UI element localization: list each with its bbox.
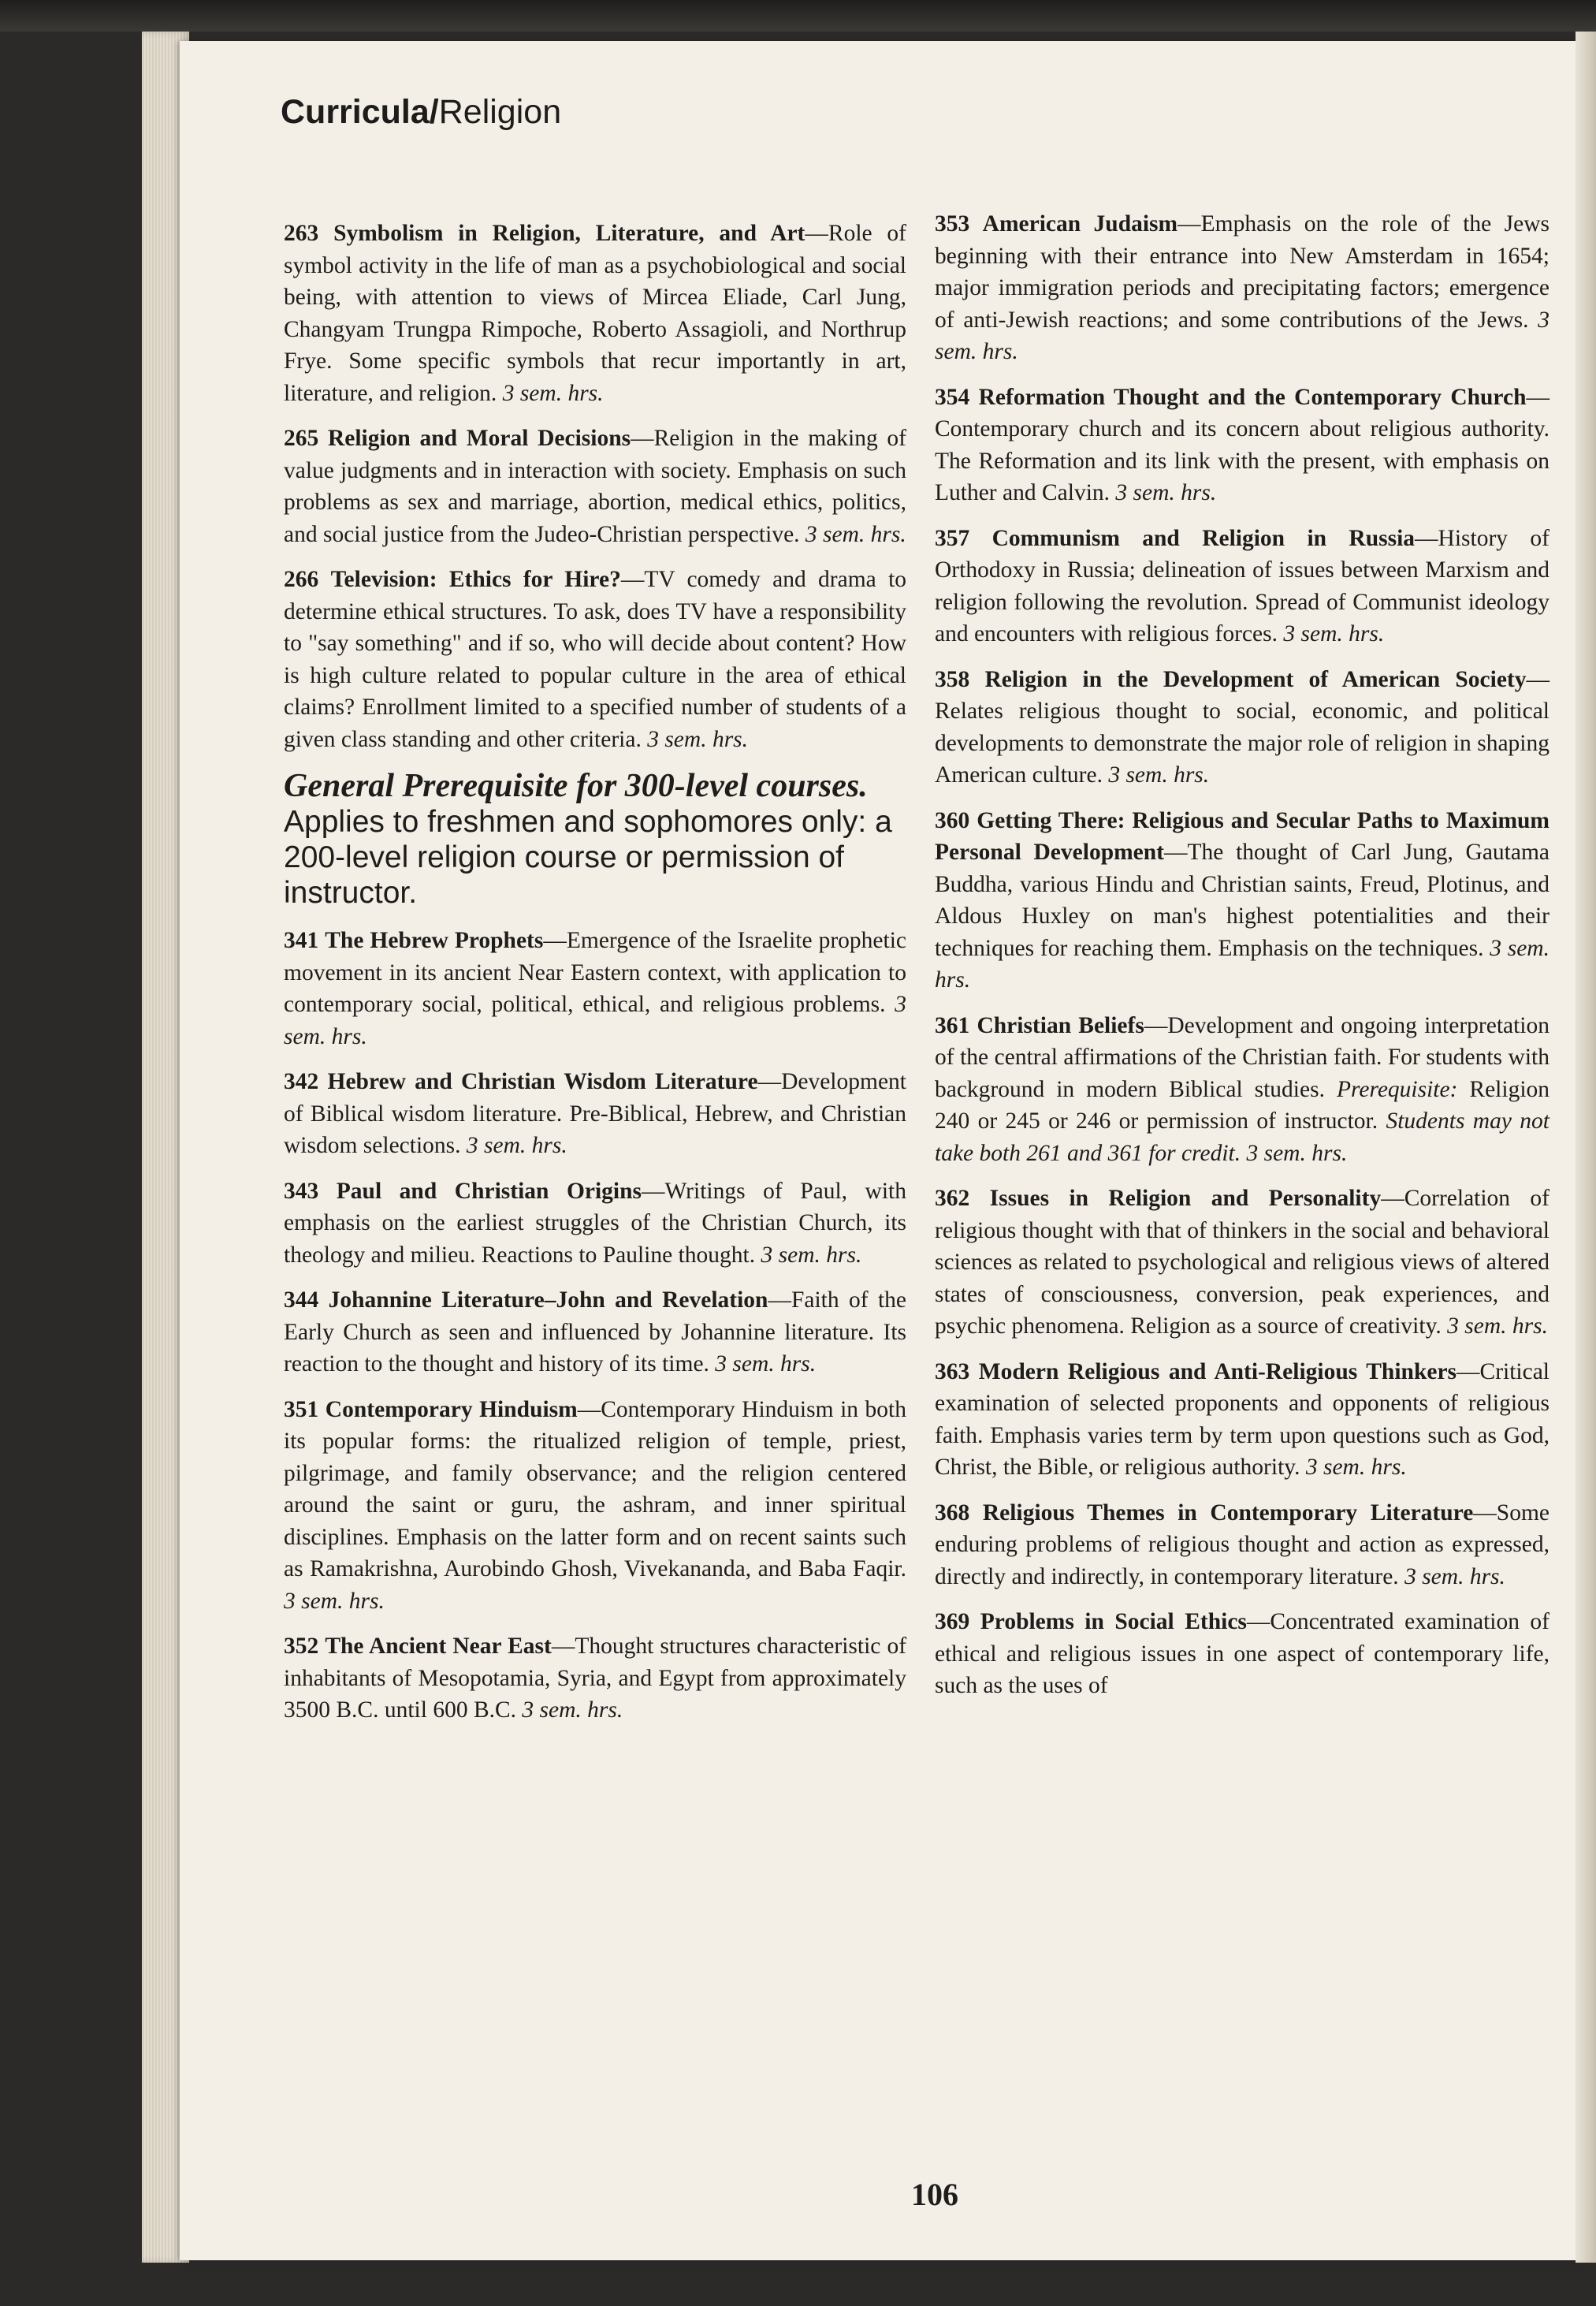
course-entry: 266 Television: Ethics for Hire?—TV comedy and drama to determine ethical structures. To ask, does TV have a responsibility to "say something" and if so, who will decide about content? How is high culture related to popular culture in the area of ethical claims? Enrollment limited to a specified number of students of a given class standing and other criteria. 3 sem. hrs. [284, 567, 907, 752]
course-number: 363 [935, 1358, 970, 1384]
course-description: Contemporary Hinduism in both its popular forms: the ritualized religion of temple, priest, pilgrimage, and family observance; and the religion centered around the saint or guru, the ashram, and inner spiritual disciplines. Emphasis on the latter form and on recent saints such as Ramakrishna, Aurobindo Ghosh, Vivekananda, and Baba Faqir. [284, 1396, 906, 1581]
course-hours: 3 sem. hrs. [715, 1351, 817, 1377]
course-entry: 341 The Hebrew Prophets—Emergence of the Israelite prophetic movement in its ancient Near Eastern context, with application to contemporary social, political, ethical, and religious problems. 3 sem. hrs. [284, 928, 907, 1049]
course-title: Modern Religious and Anti-Religious Thinkers [978, 1358, 1457, 1384]
course-description: Thought structures characteristic of inhabitants of Mesopotamia, Syria, and Egypt from approximately 3500 B.C. until 600 B.C. [284, 1634, 907, 1723]
course-hours: 3 sem. hrs. [647, 726, 749, 752]
course-entry: 361 Christian Beliefs—Development and ongoing interpretation of the central affirmations of the Christian faith. For students with background in modern Biblical studies. Prerequisite: Religion 240 or 245 or 246 or permission of instructor. Students may not take both 261 and 361 for credit. 3 sem. hrs. [935, 1012, 1550, 1166]
course-title: Johannine Literature–John and Revelation [328, 1287, 768, 1313]
course-description: Development of Biblical wisdom literature. Pre-Biblical, Hebrew, and Christian wisdom selections. [284, 1069, 906, 1158]
course-hours: 3 sem. hrs. [1447, 1313, 1548, 1339]
course-number: 368 [935, 1499, 970, 1526]
left-column [284, 218, 906, 1740]
course-entry: 263 Symbolism in Religion, Literature, and Art—Role of symbol activity in the life of man as a psychobiological and social being, with attention to views of Mircea Eliade, Carl Jung, Changyam Trungpa Rimpoche, Roberto Assagioli, and Northrup Frye. Some specific symbols that recur importantly in art, literature, and religion. 3 sem. hrs. [284, 221, 906, 406]
course-list [284, 218, 906, 755]
course-title: Hebrew and Christian Wisdom Literature [327, 1069, 758, 1094]
running-head-subject: Religion [438, 93, 562, 131]
course-title: American Judaism [982, 211, 1178, 237]
course-number: 362 [935, 1186, 970, 1211]
course-hours: 3 sem. hrs. [935, 935, 1549, 993]
course-entry: 362 Issues in Religion and Personality—Correlation of religious thought with that of thinkers in the social and behavioral sciences as related to psychological and religious views of altered states of consciousness, conversion, peak experiences, and psychic phenomena. Religion as a source of creativity. 3 sem. hrs. [935, 1186, 1550, 1339]
course-title: The Hebrew Prophets [325, 928, 544, 953]
prerequisite-label: Prerequisite: [1336, 1076, 1458, 1102]
course-entry: 354 Reformation Thought and the Contemporary Church—Contemporary church and its concern about religious authority. The Reformation and its link with the present, with emphasis on Luther and Calvin. 3 sem. hrs. [935, 384, 1549, 505]
course-description: TV comedy and drama to determine ethical structures. To ask, does TV have a responsibility to "say something" and if so, who will decide about content? How is high culture related to popular culture in the area of ethical claims? Enrollment limited to a specified number of students of a given class standing and other criteria. [284, 567, 907, 752]
course-title: Contemporary Hinduism [325, 1396, 578, 1422]
credit-note: Students may not take both 261 and 361 for credit. [935, 1108, 1549, 1166]
course-number: 351 [284, 1396, 319, 1422]
course-number: 341 [284, 928, 319, 953]
course-hours: 3 sem. hrs. [1305, 1455, 1407, 1480]
course-entry: 357 Communism and Religion in Russia—History of Orthodoxy in Russia; delineation of issues between Marxism and religion following the revolution. Spread of Communist ideology and encounters with religious forces. 3 sem. hrs. [935, 525, 1549, 646]
course-title: Symbolism in Religion, Literature, and Art [333, 221, 805, 246]
course-entry: 353 American Judaism—Emphasis on the role of the Jews beginning with their entrance into New Amsterdam in 1654; major immigration periods and precipitating factors; emergence of anti-Jewish reactions; and some contributions of the Jews. 3 sem. hrs. [935, 211, 1550, 364]
course-number: 360 [935, 807, 970, 833]
course-title: Getting There: Religious and Secular Paths to Maximum Personal Development [935, 807, 1549, 865]
course-title: Reformation Thought and the Contemporary Church [978, 384, 1527, 410]
course-hours: 3 sem. hrs. [284, 1588, 385, 1614]
course-title: Christian Beliefs [977, 1012, 1144, 1038]
course-number: 344 [284, 1287, 319, 1313]
course-entry: 368 Religious Themes in Contemporary Literature—Some enduring problems of religious thought and action as expressed, directly and indirectly, in contemporary literature. 3 sem. hrs. [935, 1499, 1549, 1589]
course-description: Critical examination of selected proponents and opponents of religious faith. Emphasis varies term by term upon questions such as God, Christ, the Bible, or religious authority. [935, 1358, 1549, 1480]
right-column [935, 208, 1549, 1716]
course-title: Paul and Christian Origins [336, 1178, 642, 1204]
course-description: Emergence of the Israelite prophetic movement in its ancient Near Eastern context, with application to contemporary social, political, ethical, and religious problems. [284, 928, 907, 1017]
course-title: Communism and Religion in Russia [991, 525, 1416, 551]
course-entry: 369 Problems in Social Ethics—Concentrated examination of ethical and religious issues in one aspect of contemporary life, such as the uses of [935, 1609, 1550, 1698]
course-description: Writings of Paul, with emphasis on the earliest struggles of the Christian Church, its theology and milieu. Reactions to Pauline thought. [284, 1178, 906, 1268]
course-number: 352 [284, 1634, 319, 1659]
general-prerequisite [284, 769, 906, 911]
course-hours: 3 sem. hrs. [466, 1133, 567, 1158]
running-head [281, 93, 561, 132]
course-hours: 3 sem. hrs. [502, 380, 604, 406]
prerequisite-text: Religion 240 or 245 or 246 or permission of instructor. [935, 1076, 1550, 1134]
course-entry: 363 Modern Religious and Anti-Religious Thinkers—Critical examination of selected proponents and opponents of religious faith. Emphasis varies term by term upon questions such as God, Christ, the Bible, or religious authority. 3 sem. hrs. [935, 1358, 1549, 1480]
course-hours: 3 sem. hrs. [522, 1697, 623, 1723]
course-title: The Ancient Near East [325, 1634, 552, 1659]
general-prerequisite-title: General Prerequisite for 300-level courses. [284, 768, 868, 804]
course-hours: 3 sem. hrs. [1108, 762, 1210, 788]
course-number: 263 [284, 221, 319, 246]
course-description: Role of symbol activity in the life of man as a psychobiological and social being, with attention to views of Mircea Eliade, Carl Jung, Changyam Trungpa Rimpoche, Roberto Assagioli, and Northrup Frye. Some specific symbols that recur importantly in art, literature, and religion. [284, 221, 906, 406]
course-hours: 3 sem. hrs. [761, 1242, 862, 1268]
course-title: Religious Themes in Contemporary Literature [982, 1499, 1474, 1526]
course-list [935, 208, 1549, 997]
page-number: 106 [911, 2177, 958, 2212]
course-description: Contemporary church and its concern about religious authority. The Reformation and its link with the present, with emphasis on Luther and Calvin. [935, 416, 1549, 505]
course-hours: 3 sem. hrs. [1115, 480, 1217, 505]
course-entry: 344 Johannine Literature–John and Revelation—Faith of the Early Church as seen and influenced by Johannine literature. Its reaction to the thought and history of its time. 3 sem. hrs. [284, 1287, 906, 1377]
scan-background [0, 0, 1596, 32]
course-entry: 343 Paul and Christian Origins—Writings of Paul, with emphasis on the earliest struggles of the Christian Church, its theology and milieu. Reactions to Pauline thought. 3 sem. hrs. [284, 1178, 906, 1268]
course-description: The thought of Carl Jung, Gautama Buddha, various Hindu and Christian saints, Freud, Plotinus, and Aldous Huxley on man's highest potentialities and their techniques for reaching them. Emphasis on the techniques. [935, 840, 1550, 961]
course-description: Correlation of religious thought with that of thinkers in the social and behavioral sciences as related to psychological and religious views of altered states of consciousness, conversion, peak experiences, and psychic phenomena. Religion as a source of creativity. [935, 1186, 1550, 1339]
course-number: 369 [935, 1609, 970, 1634]
course-hours: 3 sem. hrs. [935, 307, 1549, 364]
course-number: 266 [284, 567, 319, 592]
course-hours: 3 sem. hrs. [1283, 621, 1385, 646]
course-description: Development and ongoing interpretation of the central affirmations of the Christian faith. For students with background in modern Biblical studies. [935, 1012, 1550, 1102]
course-description: Emphasis on the role of the Jews beginning with their entrance into New Amsterdam in 1654; major immigration periods and precipitating factors; emergence of anti-Jewish reactions; and some contributions of the Jews. [935, 211, 1550, 333]
course-description: Religion in the making of value judgments and in interaction with society. Emphasis on such problems as sex and marriage, abortion, medical ethics, politics, and social justice from the Judeo-Christian perspective. [284, 426, 906, 547]
course-number: 361 [935, 1012, 970, 1038]
course-title: Religion and Moral Decisions [327, 426, 631, 451]
course-number: 358 [935, 666, 970, 692]
course-entry: 342 Hebrew and Christian Wisdom Literature—Development of Biblical wisdom literature. Pre-Biblical, Hebrew, and Christian wisdom selections. 3 sem. hrs. [284, 1069, 906, 1158]
course-description: Relates religious thought to social, economic, and political developments to demonstrate the major role of religion in shaping American culture. [935, 699, 1549, 788]
course-hours: 3 sem. hrs. [284, 992, 906, 1049]
course-entry: 358 Religion in the Development of American Society—Relates religious thought to social, economic, and political developments to demonstrate the major role of religion in shaping American culture. 3 sem. hrs. [935, 666, 1549, 788]
course-description: Some enduring problems of religious thought and action as expressed, directly and indirectly, in contemporary literature. [935, 1499, 1549, 1589]
course-entry: 360 Getting There: Religious and Secular Paths to Maximum Personal Development—The thought of Carl Jung, Gautama Buddha, various Hindu and Christian saints, Freud, Plotinus, and Aldous Huxley on man's highest potentialities and their techniques for reaching them. Emphasis on the techniques. 3 sem. hrs. [935, 807, 1550, 993]
running-head-section: Curricula/ [281, 93, 439, 131]
course-number: 353 [935, 211, 970, 237]
course-entry: 351 Contemporary Hinduism—Contemporary Hinduism in both its popular forms: the ritualized religion of temple, priest, pilgrimage, and family observance; and the religion centered around the saint or guru, the ashram, and inner spiritual disciplines. Emphasis on the latter form and on recent saints such as Ramakrishna, Aurobindo Ghosh, Vivekananda, and Baba Faqir. 3 sem. hrs. [284, 1396, 906, 1614]
course-hours: 3 sem. hrs. [805, 521, 906, 547]
course-hours: 3 sem. hrs. [1246, 1140, 1348, 1166]
course-description: History of Orthodoxy in Russia; delineation of issues between Marxism and religion following the revolution. Spread of Communist ideology and encounters with religious forces. [935, 525, 1549, 646]
course-description: Faith of the Early Church as seen and influenced by Johannine literature. Its reaction to the thought and history of its time. [284, 1287, 906, 1377]
course-title: Issues in Religion and Personality [989, 1186, 1382, 1211]
course-description: Concentrated examination of ethical and religious issues in one aspect of contemporary life, such as the uses of [935, 1609, 1550, 1698]
course-title: Religion in the Development of American Society [984, 666, 1527, 692]
course-number: 342 [284, 1069, 319, 1094]
course-number: 265 [284, 426, 319, 451]
course-title: Television: Ethics for Hire? [330, 567, 621, 592]
course-entry: 265 Religion and Moral Decisions—Religion in the making of value judgments and in interaction with society. Emphasis on such problems as sex and marriage, abortion, medical ethics, politics, and social justice from the Judeo-Christian perspective. 3 sem. hrs. [284, 426, 906, 547]
course-title: Problems in Social Ethics [980, 1609, 1247, 1634]
course-number: 357 [935, 525, 970, 551]
course-entry: 352 The Ancient Near East—Thought structures characteristic of inhabitants of Mesopotamia, Syria, and Egypt from approximately 3500 B.C. until 600 B.C. 3 sem. hrs. [284, 1634, 907, 1723]
course-hours: 3 sem. hrs. [1404, 1563, 1505, 1589]
course-list [935, 1183, 1549, 1593]
course-list [284, 925, 906, 1727]
course-number: 343 [284, 1178, 319, 1204]
course-number: 354 [935, 384, 970, 410]
page-gutter [1576, 32, 1596, 2263]
general-prerequisite-text: Applies to freshmen and sophomores only: a 200-level religion course or permission of instructor. [284, 805, 892, 910]
